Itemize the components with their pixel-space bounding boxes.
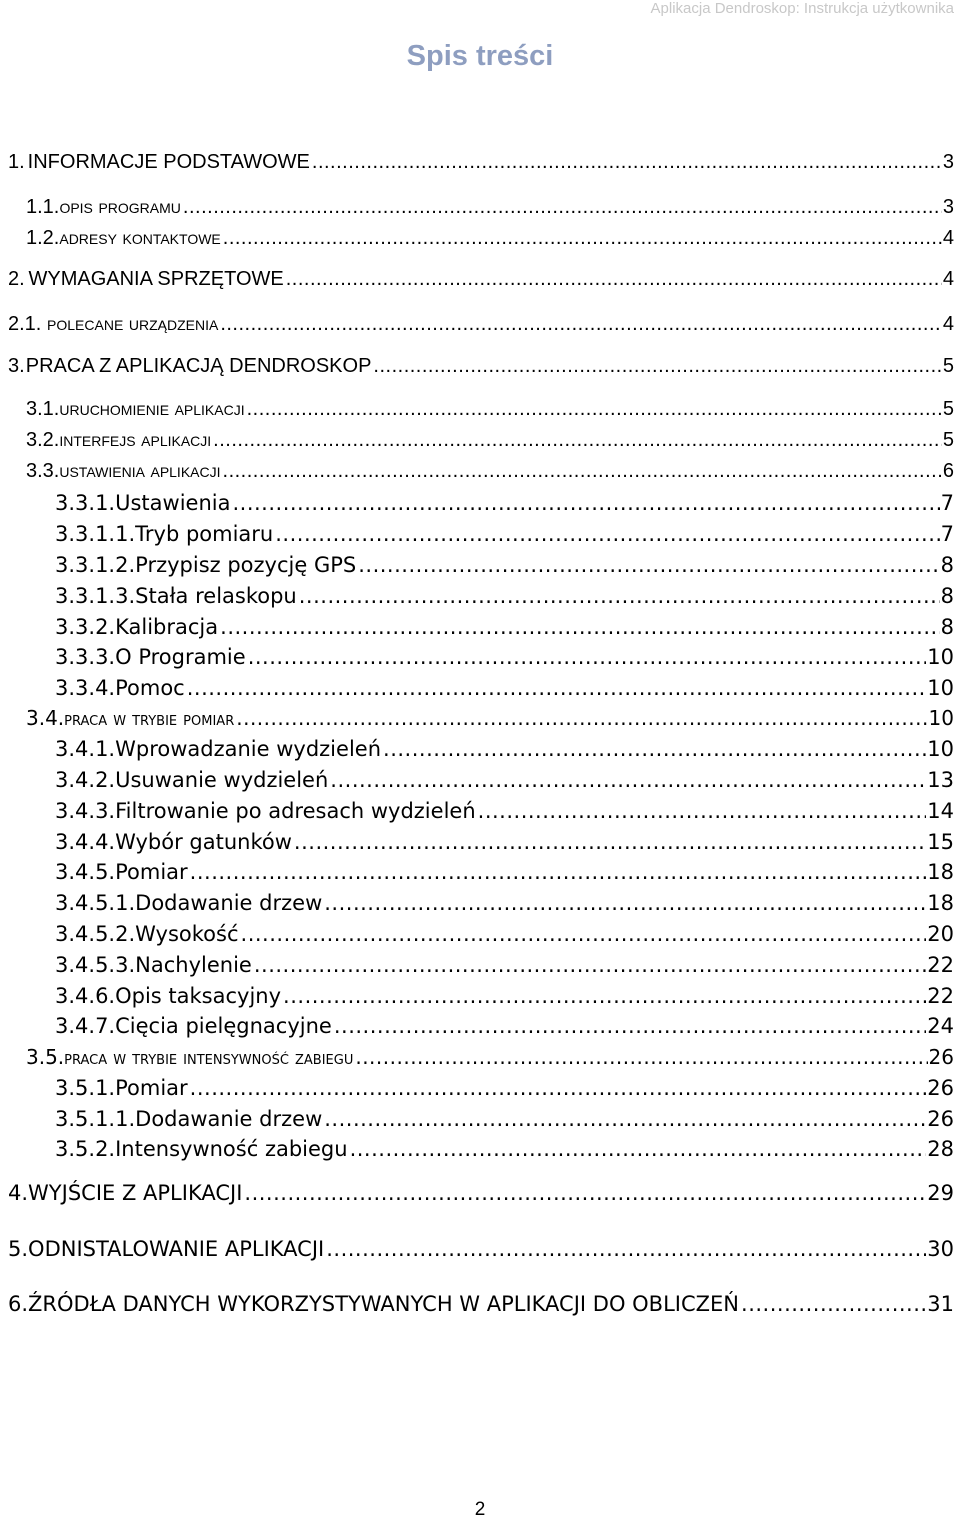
toc-entry[interactable] <box>0 1014 954 1044</box>
toc-leader <box>294 830 926 854</box>
toc-number: 3.5.2. <box>55 1137 116 1161</box>
toc-label: Opis taksacyjny <box>115 984 282 1008</box>
toc-page: 3 <box>942 151 954 173</box>
page-title: Spis treści <box>406 40 554 72</box>
toc-entry[interactable] <box>0 227 954 257</box>
toc-number: 3.4.6. <box>55 984 116 1008</box>
toc-entry[interactable] <box>0 706 954 736</box>
toc-entry[interactable] <box>0 313 954 343</box>
toc-label: Dodawanie drzew <box>135 891 323 915</box>
toc-entry[interactable] <box>0 615 954 645</box>
toc-number: 1.2. <box>26 227 60 249</box>
toc-label: Tryb pomiaru <box>135 522 274 546</box>
toc-leader <box>330 768 926 792</box>
toc-label: praca w trybie pomiar <box>64 708 235 730</box>
toc-label: Wybór gatunków <box>115 830 292 854</box>
toc-label: Wysokość <box>135 922 239 946</box>
toc-number: 3.3.1.3. <box>55 584 136 608</box>
toc-page: 14 <box>927 799 954 823</box>
toc-leader <box>190 860 927 884</box>
toc-number: 3.5.1. <box>55 1076 116 1100</box>
toc-leader <box>355 1045 927 1069</box>
toc-number: 3.3.1.2. <box>55 553 136 577</box>
running-header: Aplikacja Dendroskop: Instrukcja użytkownika <box>650 0 954 17</box>
toc-page: 4 <box>942 313 954 335</box>
toc-page: 7 <box>940 522 954 546</box>
toc-entry[interactable] <box>0 1137 954 1167</box>
toc-leader <box>324 1107 926 1131</box>
toc-entry[interactable] <box>0 1107 954 1137</box>
toc-entry[interactable] <box>0 768 954 798</box>
toc-number: 3.4.2. <box>55 768 116 792</box>
toc-entry[interactable] <box>0 860 954 890</box>
toc-number: 3.3.1. <box>55 491 116 515</box>
toc-label: opis programu <box>59 196 181 218</box>
toc-leader <box>350 1137 927 1161</box>
toc-page: 15 <box>927 830 954 854</box>
toc-label: Pomiar <box>115 860 188 884</box>
toc-label: Intensywność zabiegu <box>115 1137 348 1161</box>
toc-number: 3.3.4. <box>55 676 116 700</box>
toc-number: 3.3.3. <box>55 645 116 669</box>
toc-label: adresy kontaktowe <box>59 227 221 249</box>
toc-page: 26 <box>927 1076 954 1100</box>
toc-leader <box>236 706 927 730</box>
toc-number: 3.4.5.3. <box>55 953 136 977</box>
toc-label: O Programie <box>115 645 246 669</box>
toc-label: uruchomienie aplikacji <box>59 398 245 420</box>
toc-page: 26 <box>927 1107 954 1131</box>
toc-page: 8 <box>940 615 954 639</box>
toc-label: ODNISTALOWANIE APLIKACJI <box>28 1237 325 1261</box>
toc-entry[interactable] <box>0 1045 954 1075</box>
toc-page: 3 <box>942 196 954 218</box>
toc-page: 20 <box>927 922 954 946</box>
toc-page: 7 <box>940 491 954 515</box>
toc-label: INFORMACJE PODSTAWOWE <box>27 151 310 173</box>
toc-label: Nachylenie <box>135 953 252 977</box>
toc-entry[interactable] <box>0 953 954 983</box>
toc-number: 3.4. <box>26 706 65 730</box>
toc-entry[interactable] <box>0 460 954 490</box>
toc-page: 10 <box>927 737 954 761</box>
toc-label: Stała relaskopu <box>135 584 297 608</box>
toc-page: 10 <box>927 676 954 700</box>
toc-number: 3.4.7. <box>55 1014 116 1038</box>
toc-leader <box>373 355 941 378</box>
toc-page: 4 <box>942 268 954 290</box>
toc-leader <box>220 615 939 639</box>
toc-page: 10 <box>927 645 954 669</box>
toc-entry[interactable] <box>0 584 954 614</box>
toc-leader <box>213 429 942 452</box>
toc-label: Wprowadzanie wydzieleń <box>115 737 382 761</box>
toc-label: Kalibracja <box>115 615 219 639</box>
toc-leader <box>223 227 942 250</box>
toc-label: ŹRÓDŁA DANYCH WYKORZYSTYWANYCH W APLIKACJI DO OBLICZEŃ <box>28 1292 740 1316</box>
toc-label: WYJŚCIE Z APLIKACJI <box>28 1181 243 1205</box>
toc-entry[interactable] <box>0 196 954 226</box>
toc-number: 3.3.1.1. <box>55 522 136 546</box>
toc-number: 3.4.3. <box>55 799 116 823</box>
toc-label: interfejs aplikacji <box>59 429 212 451</box>
toc-number: 3.3.2. <box>55 615 116 639</box>
toc-number: 3.2. <box>26 429 60 451</box>
toc-number: 3.4.5. <box>55 860 116 884</box>
toc-leader <box>358 553 939 577</box>
toc-leader <box>232 491 939 515</box>
toc-label: praca w trybie intensywność zabiegu <box>64 1047 354 1069</box>
toc-leader <box>312 151 942 174</box>
toc-label: polecane urządzenia <box>47 313 219 335</box>
toc-number: 1.1. <box>26 196 60 218</box>
toc-leader <box>275 522 939 546</box>
toc-entry[interactable] <box>0 491 954 521</box>
toc-page: 22 <box>927 953 954 977</box>
toc-number: 2.1. <box>8 313 42 335</box>
toc-leader <box>183 196 942 219</box>
toc-label: ustawienia aplikacji <box>59 460 221 482</box>
toc-leader <box>383 737 926 761</box>
toc-entry[interactable] <box>0 1237 954 1267</box>
toc-leader <box>478 799 927 823</box>
toc-leader <box>299 584 940 608</box>
toc-number: 5. <box>8 1237 29 1261</box>
toc-page: 29 <box>927 1181 954 1205</box>
toc-leader <box>283 984 926 1008</box>
toc-number: 3.4.5.2. <box>55 922 136 946</box>
toc-number: 3.1. <box>26 398 60 420</box>
toc-entry[interactable] <box>0 355 954 385</box>
toc-number: 3.5.1.1. <box>55 1107 136 1131</box>
toc-entry[interactable] <box>0 891 954 921</box>
toc-page: 5 <box>942 355 954 377</box>
toc-page: 4 <box>942 227 954 249</box>
toc-leader <box>324 891 926 915</box>
toc-label: Cięcia pielęgnacyjne <box>115 1014 332 1038</box>
toc-entry[interactable] <box>0 429 954 459</box>
toc-entry[interactable] <box>0 1076 954 1106</box>
toc-leader <box>334 1014 926 1038</box>
toc-number: 3.4.1. <box>55 737 116 761</box>
toc-page: 30 <box>927 1237 954 1261</box>
toc-leader <box>247 398 942 421</box>
toc-label: Usuwanie wydzieleń <box>115 768 329 792</box>
toc-page: 26 <box>928 1045 954 1069</box>
toc-number: 3. <box>8 355 25 377</box>
toc-leader <box>220 313 942 336</box>
toc-leader <box>241 922 927 946</box>
toc-number: 3.5. <box>26 1045 65 1069</box>
toc-page: 6 <box>942 460 954 482</box>
toc-number: 3.4.4. <box>55 830 116 854</box>
toc-label: Przypisz pozycję GPS <box>135 553 357 577</box>
toc-label: WYMAGANIA SPRZĘTOWE <box>28 268 284 290</box>
toc-page: 18 <box>927 860 954 884</box>
toc-entry[interactable] <box>0 398 954 428</box>
toc-leader <box>190 1076 927 1100</box>
toc-number: 6. <box>8 1292 29 1316</box>
toc-label: Dodawanie drzew <box>135 1107 323 1131</box>
toc-number: 1. <box>8 151 25 173</box>
toc-entry[interactable] <box>0 830 954 860</box>
toc-label: PRACA Z APLIKACJĄ DENDROSKOP <box>25 355 372 377</box>
toc-page: 31 <box>927 1292 954 1316</box>
toc-page: 10 <box>928 706 954 730</box>
toc-page: 5 <box>942 429 954 451</box>
toc-entry[interactable] <box>0 676 954 706</box>
toc-page: 18 <box>927 891 954 915</box>
toc-leader <box>254 953 926 977</box>
toc-entry[interactable] <box>0 268 954 298</box>
toc-leader <box>741 1292 926 1316</box>
toc-label: Filtrowanie po adresach wydzieleń <box>115 799 476 823</box>
toc-entry[interactable] <box>0 522 954 552</box>
toc-number: 4. <box>8 1181 29 1205</box>
toc-entry[interactable] <box>0 553 954 583</box>
toc-entry[interactable] <box>0 737 954 767</box>
toc-entry[interactable] <box>0 922 954 952</box>
toc-leader <box>187 676 927 700</box>
toc-entry[interactable] <box>0 1292 954 1322</box>
toc-entry[interactable] <box>0 645 954 675</box>
toc-page: 8 <box>940 553 954 577</box>
toc-page: 24 <box>927 1014 954 1038</box>
toc-leader <box>326 1237 926 1261</box>
toc-entry[interactable] <box>0 984 954 1014</box>
page-number: 2 <box>474 1499 486 1520</box>
toc-leader <box>223 460 942 483</box>
toc-leader <box>244 1181 926 1205</box>
toc-page: 5 <box>942 398 954 420</box>
toc-page: 28 <box>927 1137 954 1161</box>
toc-label: Pomoc <box>115 676 185 700</box>
toc-label: Pomiar <box>115 1076 188 1100</box>
toc-leader <box>286 268 942 291</box>
toc-label: Ustawienia <box>115 491 231 515</box>
toc-page: 22 <box>927 984 954 1008</box>
toc-page: 8 <box>940 584 954 608</box>
toc-leader <box>248 645 927 669</box>
toc-number: 2. <box>8 268 25 290</box>
toc-entry[interactable] <box>0 151 954 181</box>
toc-number: 3.4.5.1. <box>55 891 136 915</box>
toc-number: 3.3. <box>26 460 60 482</box>
toc-entry[interactable] <box>0 1181 954 1211</box>
toc-entry[interactable] <box>0 799 954 829</box>
toc-page: 13 <box>927 768 954 792</box>
